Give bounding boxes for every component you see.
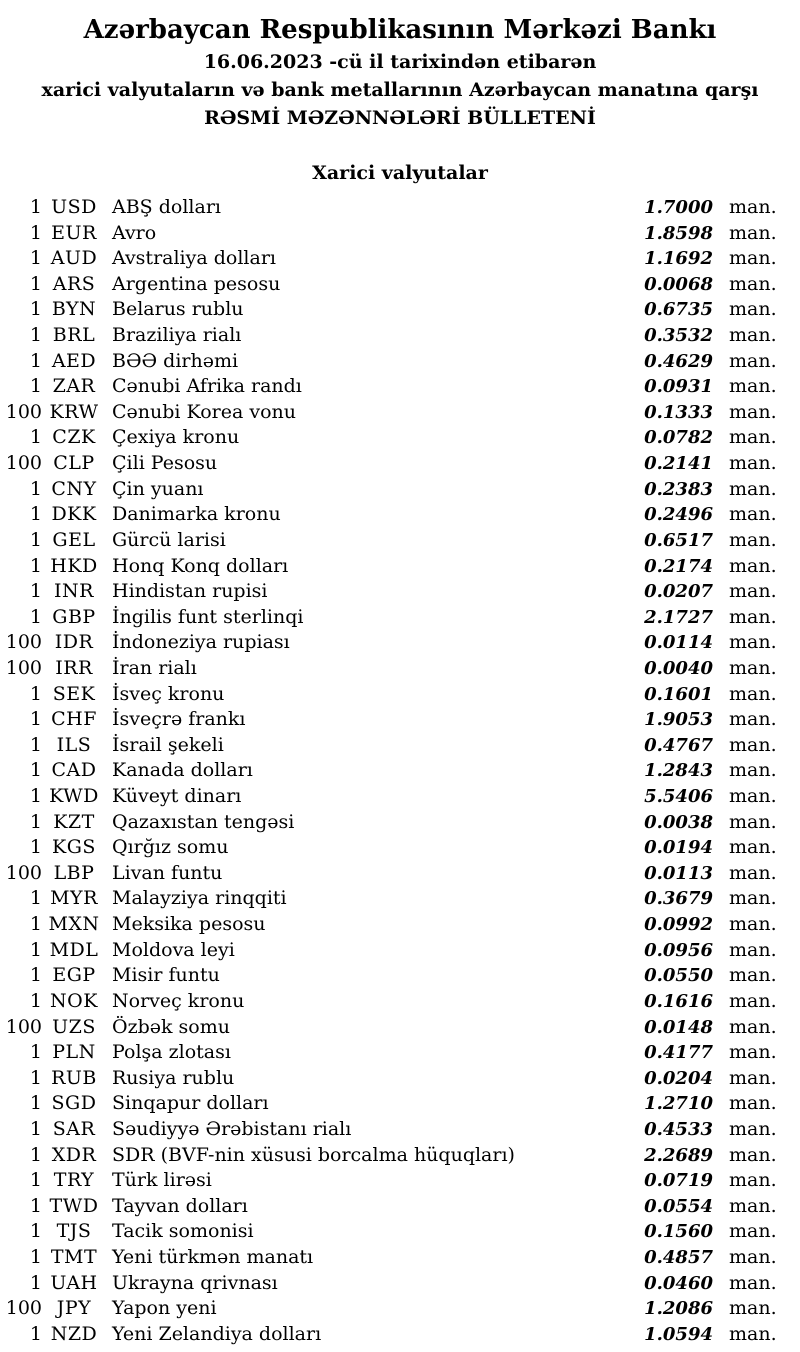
rate-value: 0.0204 bbox=[644, 1067, 713, 1089]
rate-value: 0.4767 bbox=[644, 734, 713, 756]
currency-name: Hindistan rupisi bbox=[112, 580, 268, 603]
quantity-value: 1 bbox=[29, 1169, 42, 1192]
quantity-value: 1 bbox=[29, 1066, 42, 1089]
currency-code: AUD bbox=[50, 247, 98, 270]
currency-name: İsveç kronu bbox=[112, 682, 225, 705]
quantity-value: 1 bbox=[29, 349, 42, 372]
currency-name: SDR (BVF-nin xüsusi borcalma hüquqları) bbox=[112, 1143, 515, 1166]
quantity-value: 1 bbox=[29, 836, 42, 859]
currency-name: Danimarka kronu bbox=[112, 503, 281, 526]
currency-name: İngilis funt sterlinqi bbox=[112, 605, 304, 628]
currency-code: JPY bbox=[56, 1297, 92, 1320]
table-row bbox=[0, 886, 800, 912]
currency-code: GEL bbox=[52, 528, 96, 551]
currency-code: USD bbox=[51, 196, 97, 218]
quantity-value: 1 bbox=[29, 196, 42, 218]
rate-value: 0.0207 bbox=[644, 581, 713, 603]
rate-value: 0.2141 bbox=[644, 453, 713, 475]
currency-name: Avro bbox=[112, 221, 157, 244]
unit-label: man. bbox=[729, 580, 777, 603]
rate-value: 0.0550 bbox=[644, 965, 713, 987]
currency-code: ZAR bbox=[52, 375, 96, 398]
quantity-value: 1 bbox=[29, 554, 42, 577]
rate-value: 0.1616 bbox=[644, 990, 713, 1012]
quantity-value: 1 bbox=[29, 1245, 42, 1268]
quantity-value: 1 bbox=[29, 580, 42, 603]
currency-name: Tacik somonisi bbox=[112, 1220, 254, 1243]
currency-name: Argentina pesosu bbox=[112, 272, 281, 295]
quantity-value: 1 bbox=[29, 887, 42, 910]
unit-label: man. bbox=[729, 1271, 777, 1294]
currency-code: XDR bbox=[51, 1143, 97, 1166]
currency-code: EUR bbox=[51, 221, 97, 244]
currency-name: Gürcü larisi bbox=[112, 528, 226, 551]
rate-value: 0.0040 bbox=[644, 657, 713, 679]
rate-value: 1.1692 bbox=[644, 248, 713, 270]
rate-value: 0.0068 bbox=[644, 273, 713, 295]
quantity-value: 1 bbox=[29, 528, 42, 551]
unit-label: man. bbox=[729, 1169, 777, 1192]
unit-label: man. bbox=[729, 938, 777, 961]
currency-name: Livan funtu bbox=[112, 861, 223, 884]
currency-name: Belarus rublu bbox=[112, 298, 244, 321]
table-row bbox=[0, 579, 800, 605]
quantity-value: 1 bbox=[29, 682, 42, 705]
currency-name: Yeni türkmən manatı bbox=[112, 1245, 314, 1268]
rate-value: 0.0782 bbox=[644, 427, 713, 449]
currency-name: Malayziya rinqqiti bbox=[112, 887, 287, 910]
subtitle-line: xarici valyutaların və bank metallarının Azərbaycan manatına qarşı bbox=[41, 79, 759, 101]
table-row bbox=[0, 707, 800, 733]
unit-label: man. bbox=[729, 1245, 777, 1268]
table-row bbox=[0, 451, 800, 477]
currency-name: Çin yuanı bbox=[112, 477, 204, 500]
quantity-value: 100 bbox=[5, 452, 42, 475]
quantity-value: 1 bbox=[29, 503, 42, 526]
quantity-value: 1 bbox=[29, 272, 42, 295]
quantity-value: 100 bbox=[5, 631, 42, 654]
rate-value: 0.0956 bbox=[644, 939, 713, 961]
table-row bbox=[0, 1091, 800, 1117]
currency-code: NZD bbox=[50, 1322, 98, 1345]
unit-label: man. bbox=[729, 528, 777, 551]
currency-code: CLP bbox=[53, 452, 95, 475]
table-row bbox=[0, 912, 800, 938]
table-row bbox=[0, 195, 800, 221]
table-row bbox=[0, 349, 800, 375]
table-row bbox=[0, 733, 800, 759]
table-row bbox=[0, 938, 800, 964]
quantity-value: 1 bbox=[29, 324, 42, 347]
rate-value: 0.2383 bbox=[644, 478, 713, 500]
unit-label: man. bbox=[729, 400, 777, 423]
currency-name: Türk lirəsi bbox=[112, 1169, 212, 1192]
unit-label: man. bbox=[729, 554, 777, 577]
unit-label: man. bbox=[729, 836, 777, 859]
quantity-value: 100 bbox=[5, 1015, 42, 1038]
quantity-value: 1 bbox=[29, 785, 42, 808]
table-row bbox=[0, 758, 800, 784]
table-row bbox=[0, 810, 800, 836]
unit-label: man. bbox=[729, 708, 777, 731]
table-row bbox=[0, 1194, 800, 1220]
unit-label: man. bbox=[729, 452, 777, 475]
currency-code: CNY bbox=[51, 477, 97, 500]
quantity-value: 1 bbox=[29, 247, 42, 270]
unit-label: man. bbox=[729, 298, 777, 321]
table-row bbox=[0, 630, 800, 656]
rate-value: 0.0148 bbox=[644, 1016, 713, 1038]
unit-label: man. bbox=[729, 247, 777, 270]
rate-value: 1.9053 bbox=[644, 709, 713, 731]
quantity-value: 100 bbox=[5, 1297, 42, 1320]
rate-value: 5.5406 bbox=[644, 786, 713, 808]
currency-code: MDL bbox=[49, 938, 99, 961]
quantity-value: 1 bbox=[29, 810, 42, 833]
quantity-value: 100 bbox=[5, 656, 42, 679]
unit-label: man. bbox=[729, 605, 777, 628]
quantity-value: 100 bbox=[5, 400, 42, 423]
currency-code: CAD bbox=[51, 759, 97, 782]
rate-value: 0.2174 bbox=[644, 555, 713, 577]
currency-code: SAR bbox=[52, 1117, 96, 1140]
unit-label: man. bbox=[729, 1092, 777, 1115]
table-row bbox=[0, 861, 800, 887]
quantity-value: 1 bbox=[29, 298, 42, 321]
rate-value: 2.1727 bbox=[644, 606, 713, 628]
table-row bbox=[0, 605, 800, 631]
table-row bbox=[0, 1117, 800, 1143]
rate-value: 1.2086 bbox=[644, 1298, 713, 1320]
rate-value: 0.4629 bbox=[644, 350, 713, 372]
currency-name: Avstraliya dolları bbox=[112, 247, 276, 270]
currency-name: Yeni Zelandiya dolları bbox=[112, 1322, 322, 1345]
currency-code: IRR bbox=[55, 656, 93, 679]
table-row bbox=[0, 1219, 800, 1245]
currency-code: TMT bbox=[50, 1245, 98, 1268]
unit-label: man. bbox=[729, 503, 777, 526]
quantity-value: 1 bbox=[29, 1041, 42, 1064]
currency-name: İsveçrə frankı bbox=[112, 708, 246, 731]
currency-name: Misir funtu bbox=[112, 964, 220, 987]
currency-code: NOK bbox=[50, 989, 98, 1012]
unit-label: man. bbox=[729, 221, 777, 244]
currency-code: PLN bbox=[52, 1041, 96, 1064]
unit-label: man. bbox=[729, 1066, 777, 1089]
currency-code: BRL bbox=[52, 324, 96, 347]
currency-code: IDR bbox=[54, 631, 94, 654]
quantity-value: 1 bbox=[29, 605, 42, 628]
unit-label: man. bbox=[729, 1220, 777, 1243]
table-row bbox=[0, 297, 800, 323]
rate-value: 0.0114 bbox=[644, 632, 713, 654]
quantity-value: 1 bbox=[29, 1220, 42, 1243]
currency-name: Küveyt dinarı bbox=[112, 785, 242, 808]
rate-value: 2.2689 bbox=[644, 1144, 713, 1166]
currency-name: Cənubi Korea vonu bbox=[112, 400, 296, 423]
rate-value: 0.0554 bbox=[644, 1195, 713, 1217]
table-row bbox=[0, 400, 800, 426]
table-row bbox=[0, 477, 800, 503]
currency-name: Norveç kronu bbox=[112, 989, 245, 1012]
currency-name: Moldova leyi bbox=[112, 938, 235, 961]
rate-value: 0.1560 bbox=[644, 1221, 713, 1243]
unit-label: man. bbox=[729, 682, 777, 705]
currency-name: Polşa zlotası bbox=[112, 1041, 231, 1064]
currency-code: GBP bbox=[52, 605, 96, 628]
currency-code: UAH bbox=[50, 1271, 98, 1294]
unit-label: man. bbox=[729, 1322, 777, 1345]
currency-name: Səudiyyə Ərəbistanı rialı bbox=[112, 1117, 352, 1140]
rate-value: 0.0038 bbox=[644, 811, 713, 833]
table-row bbox=[0, 246, 800, 272]
unit-label: man. bbox=[729, 426, 777, 449]
currency-code: SEK bbox=[52, 682, 96, 705]
unit-label: man. bbox=[729, 477, 777, 500]
quantity-value: 1 bbox=[29, 913, 42, 936]
unit-label: man. bbox=[729, 964, 777, 987]
currency-code: KRW bbox=[49, 400, 99, 423]
table-row bbox=[0, 374, 800, 400]
currency-name: Qazaxıstan tengəsi bbox=[112, 810, 295, 833]
currency-code: KWD bbox=[49, 785, 99, 808]
unit-label: man. bbox=[729, 913, 777, 936]
rate-value: 1.0594 bbox=[644, 1323, 713, 1345]
rate-value: 0.3679 bbox=[644, 888, 713, 910]
quantity-value: 1 bbox=[29, 1143, 42, 1166]
currency-name: Cənubi Afrika randı bbox=[112, 375, 302, 398]
table-row bbox=[0, 784, 800, 810]
currency-code: ARS bbox=[52, 272, 96, 295]
rate-value: 1.2710 bbox=[644, 1093, 713, 1115]
table-row bbox=[0, 425, 800, 451]
unit-label: man. bbox=[729, 656, 777, 679]
currency-code: TJS bbox=[56, 1220, 92, 1243]
table-row bbox=[0, 1040, 800, 1066]
quantity-value: 1 bbox=[29, 1092, 42, 1115]
unit-label: man. bbox=[729, 861, 777, 884]
quantity-value: 1 bbox=[29, 1271, 42, 1294]
currency-code: KGS bbox=[52, 836, 96, 859]
unit-label: man. bbox=[729, 272, 777, 295]
currency-code: SGD bbox=[51, 1092, 97, 1115]
rate-value: 0.0719 bbox=[644, 1170, 713, 1192]
quantity-value: 1 bbox=[29, 964, 42, 987]
table-row bbox=[0, 1143, 800, 1169]
table-row bbox=[0, 656, 800, 682]
currency-code: CZK bbox=[52, 426, 96, 449]
currency-code: INR bbox=[54, 580, 94, 603]
unit-label: man. bbox=[729, 1143, 777, 1166]
unit-label: man. bbox=[729, 887, 777, 910]
currency-code: KZT bbox=[53, 810, 95, 833]
table-row bbox=[0, 682, 800, 708]
rate-value: 0.0460 bbox=[644, 1272, 713, 1294]
currency-code: HKD bbox=[50, 554, 98, 577]
currency-name: ABŞ dolları bbox=[112, 196, 221, 218]
date-line: 16.06.2023 -cü il tarixindən etibarən bbox=[203, 51, 597, 73]
currency-name: Qırğız somu bbox=[112, 836, 229, 859]
unit-label: man. bbox=[729, 1297, 777, 1320]
quantity-value: 1 bbox=[29, 221, 42, 244]
rate-value: 0.0992 bbox=[644, 914, 713, 936]
table-row bbox=[0, 1015, 800, 1041]
rate-value: 0.0931 bbox=[644, 376, 713, 398]
currency-name: İndoneziya rupiası bbox=[112, 631, 290, 654]
table-row bbox=[0, 1296, 800, 1322]
table-row bbox=[0, 502, 800, 528]
unit-label: man. bbox=[729, 1015, 777, 1038]
currency-name: Braziliya rialı bbox=[112, 324, 242, 347]
quantity-value: 1 bbox=[29, 989, 42, 1012]
rate-value: 0.1333 bbox=[644, 401, 713, 423]
quantity-value: 1 bbox=[29, 938, 42, 961]
unit-label: man. bbox=[729, 324, 777, 347]
currency-code: MXN bbox=[48, 913, 100, 936]
currency-code: BYN bbox=[51, 298, 97, 321]
currency-code: TRY bbox=[53, 1169, 95, 1192]
quantity-value: 1 bbox=[29, 1322, 42, 1345]
table-row bbox=[0, 272, 800, 298]
table-row bbox=[0, 1066, 800, 1092]
unit-label: man. bbox=[729, 1194, 777, 1217]
currency-code: AED bbox=[51, 349, 97, 372]
rates-table bbox=[0, 195, 800, 1347]
rate-value: 0.2496 bbox=[644, 504, 713, 526]
rate-value: 0.0113 bbox=[644, 862, 713, 884]
currency-code: ILS bbox=[56, 733, 92, 756]
table-row bbox=[0, 989, 800, 1015]
quantity-value: 1 bbox=[29, 375, 42, 398]
currency-name: Ukrayna qrivnası bbox=[112, 1271, 278, 1294]
rate-value: 0.6735 bbox=[644, 299, 713, 321]
currency-name: Çili Pesosu bbox=[112, 452, 218, 475]
unit-label: man. bbox=[729, 1117, 777, 1140]
rate-value: 1.8598 bbox=[644, 222, 713, 244]
unit-label: man. bbox=[729, 196, 777, 218]
currency-name: İsrail şekeli bbox=[112, 733, 224, 756]
unit-label: man. bbox=[729, 349, 777, 372]
table-row bbox=[0, 554, 800, 580]
currency-name: Honq Konq dolları bbox=[112, 554, 289, 577]
currency-name: BƏƏ dirhəmi bbox=[112, 349, 239, 372]
currency-name: Rusiya rublu bbox=[112, 1066, 235, 1089]
currency-name: Tayvan dolları bbox=[112, 1194, 248, 1217]
bulletin-header bbox=[0, 0, 800, 132]
quantity-value: 1 bbox=[29, 733, 42, 756]
currency-name: Sinqapur dolları bbox=[112, 1092, 269, 1115]
quantity-value: 1 bbox=[29, 477, 42, 500]
currency-name: Özbək somu bbox=[112, 1015, 230, 1038]
unit-label: man. bbox=[729, 375, 777, 398]
currency-code: LBP bbox=[53, 861, 95, 884]
currency-code: TWD bbox=[49, 1194, 99, 1217]
section-title: Xarici valyutalar bbox=[312, 162, 488, 184]
currency-code: EGP bbox=[52, 964, 96, 987]
currency-name: Çexiya kronu bbox=[112, 426, 240, 449]
unit-label: man. bbox=[729, 785, 777, 808]
rate-value: 1.2843 bbox=[644, 760, 713, 782]
table-row bbox=[0, 323, 800, 349]
currency-name: İran rialı bbox=[112, 656, 197, 679]
table-row bbox=[0, 1271, 800, 1297]
table-row bbox=[0, 528, 800, 554]
unit-label: man. bbox=[729, 810, 777, 833]
quantity-value: 1 bbox=[29, 708, 42, 731]
table-row bbox=[0, 963, 800, 989]
currency-code: CHF bbox=[51, 708, 97, 731]
unit-label: man. bbox=[729, 759, 777, 782]
quantity-value: 1 bbox=[29, 426, 42, 449]
unit-label: man. bbox=[729, 989, 777, 1012]
table-row bbox=[0, 835, 800, 861]
currency-code: UZS bbox=[52, 1015, 96, 1038]
currency-code: DKK bbox=[51, 503, 97, 526]
currency-name: Meksika pesosu bbox=[112, 913, 266, 936]
rate-value: 1.7000 bbox=[644, 197, 713, 218]
currency-code: RUB bbox=[51, 1066, 97, 1089]
page-title: Azərbaycan Respublikasının Mərkəzi Bankı bbox=[83, 15, 717, 45]
rate-value: 0.4533 bbox=[644, 1118, 713, 1140]
table-row bbox=[0, 1245, 800, 1271]
rate-value: 0.1601 bbox=[644, 683, 713, 705]
quantity-value: 1 bbox=[29, 1117, 42, 1140]
rate-value: 0.6517 bbox=[644, 529, 713, 551]
currency-name: Kanada dolları bbox=[112, 759, 253, 782]
quantity-value: 1 bbox=[29, 1194, 42, 1217]
quantity-value: 1 bbox=[29, 759, 42, 782]
rate-value: 0.0194 bbox=[644, 837, 713, 859]
quantity-value: 100 bbox=[5, 861, 42, 884]
rate-value: 0.4857 bbox=[644, 1246, 713, 1268]
currency-name: Yapon yeni bbox=[112, 1297, 217, 1320]
table-row bbox=[0, 1168, 800, 1194]
unit-label: man. bbox=[729, 733, 777, 756]
unit-label: man. bbox=[729, 1041, 777, 1064]
rate-value: 0.3532 bbox=[644, 325, 713, 347]
table-row bbox=[0, 221, 800, 247]
unit-label: man. bbox=[729, 631, 777, 654]
table-row bbox=[0, 1322, 800, 1348]
bulletin-title: RƏSMİ MƏZƏNNƏLƏRİ BÜLLETENİ bbox=[204, 107, 596, 129]
rate-value: 0.4177 bbox=[644, 1042, 713, 1064]
currency-code: MYR bbox=[50, 887, 98, 910]
